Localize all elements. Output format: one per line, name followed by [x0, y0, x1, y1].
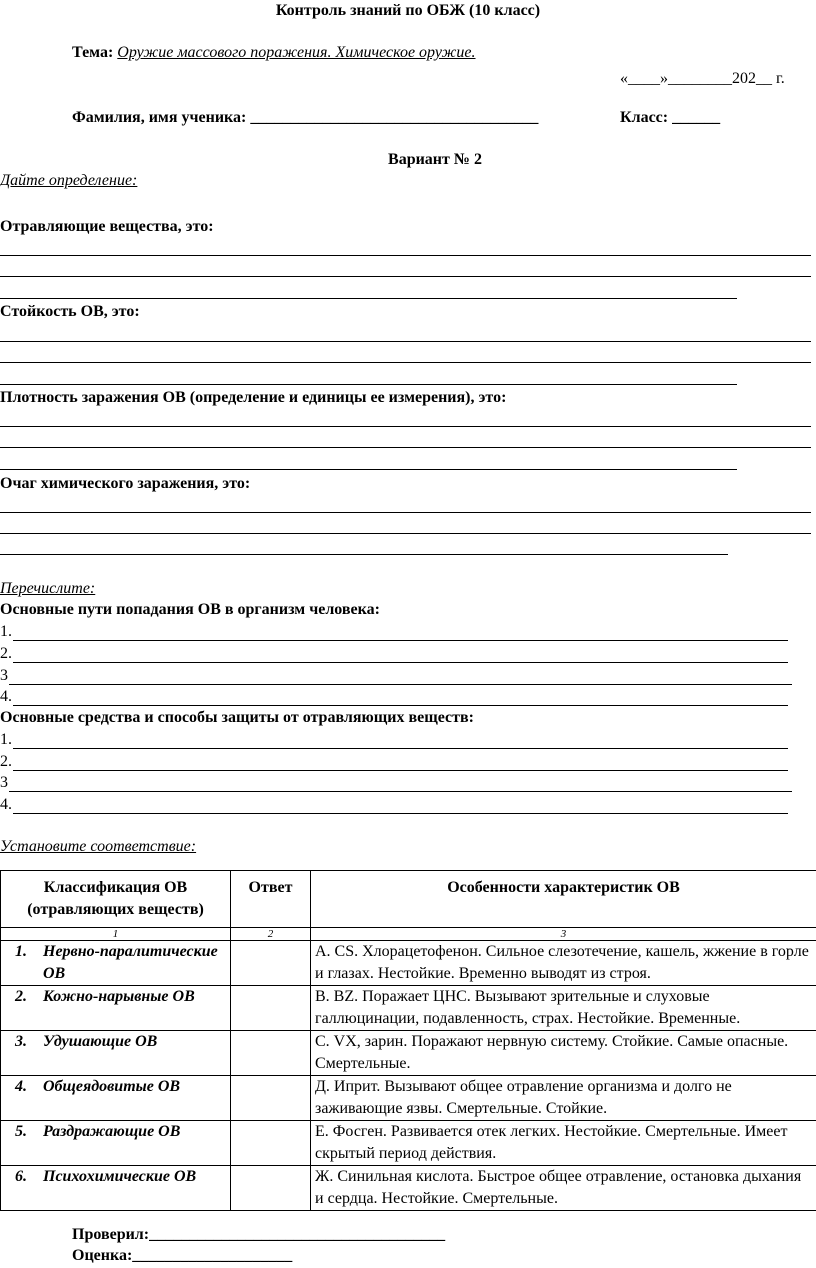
- checked-by-field: Проверил:_____________________________________: [72, 1226, 446, 1243]
- row-classification: Раздражающие ОВ: [43, 1123, 181, 1140]
- section-match-instruction: Установите соответствие:: [0, 838, 197, 855]
- col-number: 2: [231, 928, 311, 941]
- list-item-number: 3: [0, 667, 8, 684]
- answer-line: [0, 298, 737, 299]
- answer-cell[interactable]: [231, 1121, 311, 1166]
- table-row: [1, 1076, 816, 1121]
- col-classification-header: Классификация ОВ (отравляющих веществ): [1, 871, 231, 928]
- row-number: 4.: [15, 1078, 27, 1095]
- row-number: 2.: [15, 988, 27, 1005]
- answer-cell[interactable]: [231, 1166, 311, 1211]
- answer-line: [0, 533, 811, 534]
- list-1-title: Основные пути попадания ОВ в организм человека:: [0, 601, 380, 618]
- answer-line: [0, 384, 737, 385]
- table-row: [1, 941, 816, 986]
- row-classification: Удушающие ОВ: [43, 1033, 158, 1050]
- row-classification: Кожно-нарывные ОВ: [43, 988, 195, 1005]
- answer-line: [0, 426, 811, 427]
- variant-label: Вариант № 2: [388, 151, 482, 168]
- row-number: 5.: [15, 1123, 27, 1140]
- table-row: [1, 1121, 816, 1166]
- row-classification: Общеядовитые ОВ: [43, 1078, 181, 1095]
- col-features-header: Особенности характеристик ОВ: [311, 871, 816, 928]
- answer-cell[interactable]: [231, 941, 311, 986]
- answer-line: [13, 705, 788, 706]
- question-4: Очаг химического заражения, это:: [0, 475, 251, 492]
- answer-line: [13, 640, 788, 641]
- table-row: [1, 986, 816, 1031]
- section-definitions-instruction: Дайте определение:: [0, 172, 138, 189]
- answer-cell[interactable]: [231, 1031, 311, 1076]
- row-description: Д. Иприт. Вызывают общее отравление организма и долго не заживающие язвы. Смертельные. Стойкие.: [311, 1076, 816, 1121]
- answer-line: [13, 813, 788, 814]
- question-2: Стойкость ОВ, это:: [0, 303, 140, 320]
- answer-line: [0, 447, 811, 448]
- table-number-row: [1, 928, 816, 941]
- row-description: Е. Фосген. Развивается отек легких. Нестойкие. Смертельные. Имеет скрытый период действия.: [311, 1121, 816, 1166]
- class-field: Класс: ______: [620, 109, 721, 126]
- table-header-row: [1, 871, 816, 928]
- list-item-number: 2.: [0, 753, 12, 770]
- list-item-number: 2.: [0, 645, 12, 662]
- answer-cell[interactable]: [231, 1076, 311, 1121]
- list-2-title: Основные средства и способы защиты от отравляющих веществ:: [0, 709, 474, 726]
- row-number: 6.: [15, 1168, 27, 1185]
- list-item-number: 4.: [0, 688, 12, 705]
- topic-label: Тема:: [72, 44, 114, 61]
- row-description: В. BZ. Поражает ЦНС. Вызывают зрительные и слуховые галлюцинации, подавленность, страх. Нестойкие. Временные.: [311, 986, 816, 1031]
- answer-line: [0, 469, 737, 470]
- answer-line: [0, 512, 811, 513]
- answer-line: [9, 684, 792, 685]
- topic-value: Оружие массового поражения. Химическое оружие.: [117, 44, 476, 61]
- row-number: 3.: [15, 1033, 27, 1050]
- grade-field: Оценка:____________________: [72, 1247, 293, 1264]
- row-description: С. VX, зарин. Поражают нервную систему. Стойкие. Самые опасные. Смертельные.: [311, 1031, 816, 1076]
- row-number: 1.: [15, 943, 27, 960]
- list-item-number: 3: [0, 774, 8, 791]
- row-description: Ж. Синильная кислота. Быстрое общее отравление, остановка дыхания и сердца. Нестойкие. Смертельные.: [311, 1166, 816, 1211]
- section-list-instruction: Перечислите:: [0, 580, 96, 597]
- col-number: 3: [311, 928, 816, 941]
- matching-table: [0, 870, 816, 1211]
- answer-line: [0, 276, 811, 277]
- answer-line: [9, 791, 792, 792]
- row-classification: Психохимические ОВ: [43, 1168, 197, 1185]
- topic-line: [72, 44, 476, 62]
- row-description: А. CS. Хлорацетофенон. Сильное слезотечение, кашель, жжение в горле и глазах. Нестойкие. Временно выводят из строя.: [311, 941, 816, 986]
- answer-line: [13, 662, 788, 663]
- answer-cell[interactable]: [231, 986, 311, 1031]
- list-item-number: 1.: [0, 731, 12, 748]
- list-item-number: 4.: [0, 796, 12, 813]
- answer-line: [0, 255, 811, 256]
- answer-line: [13, 748, 788, 749]
- date-line: «____»________202__ г.: [620, 70, 785, 87]
- answer-line: [0, 362, 811, 363]
- student-name-field: Фамилия, имя ученика: ____________________________________: [72, 109, 539, 126]
- answer-line: [0, 554, 728, 555]
- row-classification: Нервно-паралитические ОВ: [43, 943, 218, 982]
- col-number: 1: [1, 928, 231, 941]
- page-title: Контроль знаний по ОБЖ (10 класс): [275, 2, 541, 19]
- col-answer-header: Ответ: [231, 871, 311, 928]
- list-item-number: 1.: [0, 623, 12, 640]
- table-row: [1, 1031, 816, 1076]
- answer-line: [0, 341, 811, 342]
- table-row: [1, 1166, 816, 1211]
- question-3: Плотность заражения ОВ (определение и единицы ее измерения), это:: [0, 389, 507, 406]
- answer-line: [13, 770, 788, 771]
- question-1: Отравляющие вещества, это:: [0, 218, 214, 235]
